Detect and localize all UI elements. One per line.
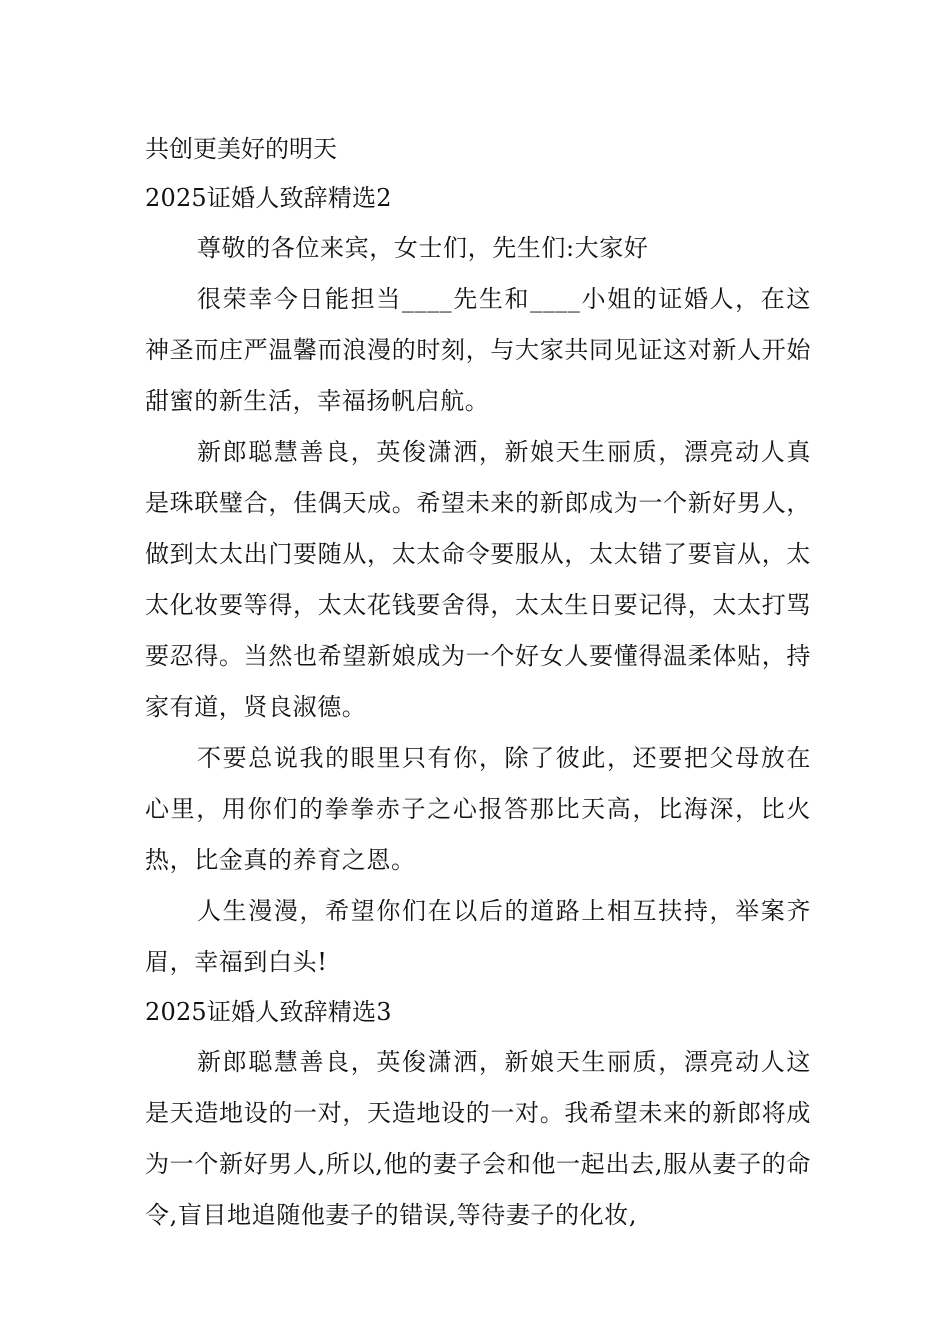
- body-paragraph: 很荣幸今日能担当____先生和____小姐的证婚人，在这神圣而庄严温馨而浪漫的时刻，与大家共同见证这对新人开始甜蜜的新生活，幸福扬帆启航。: [145, 285, 811, 415]
- body-paragraph: 新郎聪慧善良，英俊潇洒，新娘天生丽质，漂亮动人这是天造地设的一对，天造地设的一对。我希望未来的新郎将成为一个新好男人,所以,他的妻子会和他一起出去,服从妻子的命令,盲目地追随他妻子的错误,等待妻子的化妆,: [145, 1048, 811, 1229]
- document-page: [145, 124, 811, 1241]
- text-line: 共创更美好的明天: [145, 135, 337, 163]
- greeting-paragraph: 尊敬的各位来宾，女士们，先生们:大家好: [197, 234, 649, 262]
- section-heading: 2025证婚人致辞精选3: [145, 998, 392, 1026]
- body-paragraph: 新郎聪慧善良，英俊潇洒，新娘天生丽质，漂亮动人真是珠联璧合，佳偶天成。希望未来的新郎成为一个新好男人，做到太太出门要随从，太太命令要服从，太太错了要盲从，太太化妆要等得，太太花钱要舍得，太太生日要记得，太太打骂要忍得。当然也希望新娘成为一个好女人要懂得温柔体贴，持家有道，贤良淑德。: [145, 438, 811, 721]
- body-paragraph: 人生漫漫，希望你们在以后的道路上相互扶持，举案齐眉，幸福到白头!: [145, 897, 811, 976]
- section-heading: 2025证婚人致辞精选2: [145, 184, 392, 212]
- body-paragraph: 不要总说我的眼里只有你，除了彼此，还要把父母放在心里，用你们的拳拳赤子之心报答那比天高，比海深，比火热，比金真的养育之恩。: [145, 744, 811, 874]
